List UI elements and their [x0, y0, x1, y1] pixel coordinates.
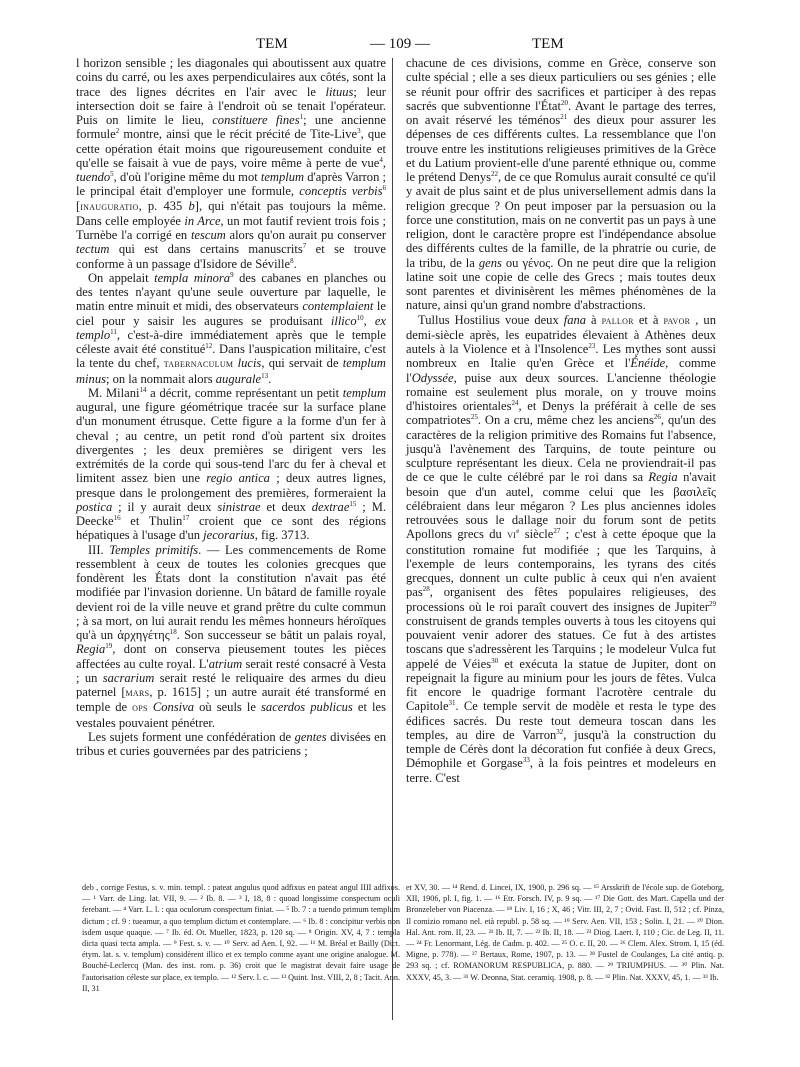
paragraph-gentes: Les sujets forment une confédération de gentes divisées en tribus et curies gouvernées par des patriciens ;	[76, 729, 386, 758]
right-column	[406, 56, 716, 785]
header-right-title: TEM	[532, 36, 564, 52]
paragraph-divisions: chacune de ces divisions, comme en Grèce, conserve son culte spécial ; elle a ses dieux particuliers ou ses génies ; elle se réunit pour offrir des sacrifices et participer à des repas sacrés que subventionne l'État$^{20}$. Avant le partage des terres, on avait réservé les téménos$^{21}$ des dieux pour assurer les dépenses de ces différents cultes. La ressemblance que l'on trouve entre les institutions religieuses primitives de la Grèce et du Latium provient-elle d'une parenté ethnique ou, comme le prétend Denys$^{22}$, de ce que Romulus aurait consulté ce qu'il y avait de plus saint et de plus universellement admis dans la religion grecque ? On peut imposer par la persuasion ou la force une constitution, mais on ne convertit pas un pays à une religion, dont le caractère propre est l'indépendance absolue des différents cultes de la famille, de la phratrie ou curie, de la tribu, de la gens ou γένος. On ne peut dire que la religion latine soit une copie de celle des Grecs ; mais toutes deux sont parentes et divinisèrent les mêmes phénomènes de la nature, ainsi qu'un grand nombre d'abstractions.	[406, 56, 717, 313]
section-title: Temples primitifs	[109, 542, 199, 557]
paragraph-horizon: l horizon sensible ; les diagonales qui aboutissent aux quatre coins du carré, ou les axes perpendiculaires aux côtés, sont la trace des lignes décrites en l'air avec le lituus; leur intersection doit se faire à l'endroit où se tenait l'opérateur. Puis on limite le lieu, constituere fines$^1$; une ancienne formule$^2$ montre, ainsi que le récit précité de Tite-Live$^3$, que cette opération était moins que rigoureusement conduite et qu'elle se faisait à vue de pays, voire même à perte de vue$^4$, tuendo$^5$, d'où l'origine même du mot templum d'après Varron ; le principal était d'employer une formule, conceptis verbis$^6$ [inauguratio, p. 435 b], qui n'était pas toujours la même. Dans celle employée in Arce, un mot fautif revient trois fois ; Turnèbe l'a corrigé en tescum alors qu'on aurait pu conserver tectum qui est dans certains manuscrits$^7$ et se trouve conforme à un passage d'Isidore de Séville$^8$.	[76, 56, 387, 271]
footnotes-left: deb , corrige Festus, s. v. min. templ. : pateat angulus quod adfixus en pateat angul IIII adfixos. — ¹ Varr. de Ling. lat. VII, 9. — ² Ib. 8. — ³ I, 18, 8 : quoad longissime conspectum oculi ferebant. — ⁴ Varr. L. l. : qua oculorum conspectum finiat. — ⁵ Ib. 7 : a tuendo primum templum dictum ; cf. 9 : tueamur, a quo templum dictum et contemplare. — ⁶ Ib. 8 : concipitur verbis non isdem usque quaque. — ⁷ Ib. éd. Ot. Mueller, 1823, p. 120 sq. — ⁸ Origin. XV, 4, 7 : templa dicta quasi tecta ampla. — ⁹ Fest. s. v. — ¹⁰ Serv. ad Aen. I, 92. — ¹¹ M. Bréal et Bailly (Dict. étym. lat. s. v. templum) considèrent illico et ex templo comme ayant une origine analogue. M. Bouché-Leclercq (Man. des inst. rom. p. 36) croit que le magistrat devait faire usage de l'autorisation céleste sur place, ex templo. — ¹² Serv. l. c. — ¹³ Quint. Inst. VIII, 2, 8 ; Tacit. Ann. II, 31	[82, 883, 400, 993]
column-divider	[392, 58, 393, 1020]
paragraph-milani: M. Milani$^{14}$ a décrit, comme représentant un petit templum augural, une figure géométrique tracée sur la surface plane d'un monument étrusque. Cette figure a la forme d'un fer à cheval ; au centre, un petit rond d'où partent six droites divergentes ; les deux premières se dirigent vers les extrémités de la corde qui sous-tend l'arc du fer à cheval et limitent assez bien une regio antica ; deux autres lignes, presque dans le prolongement des premières, formeraient la postica ; il y aurait deux sinistrae et deux dextrae$^{15}$ ; M. Deecke$^{16}$ et Thulin$^{17}$ croient que ce sont des régions hépatiques à l'usage d'un jecorarius, fig. 3713.	[76, 385, 387, 543]
page-number: — 109 —	[370, 36, 430, 52]
left-column	[76, 56, 386, 758]
footnotes-right: et XV, 30. — ¹⁴ Rend. d. Lincei, IX, 1900, p. 296 sq. — ¹⁵ Arsskrift de l'école sup. de Goteborg, XII, 1906, pl. I, fig. 1. — ¹⁶ Etr. Forsch. IV, p. 9 sq. — ¹⁷ Die Gott. des Mart. Capella und der Bronzeleber von Piacenza. — ¹⁸ Liv. I, 16 ; X, 46 ; Vitr. III, 2, 7 ; Ovid. Fast. II, 512 ; cf. Pinza, Il comizio romano nel. età republ. p. 58 sq. — ¹⁹ Serv. Aen. VII, 153 ; Solin. I, 21. — ²⁰ Dion. Hal. Ant. rom. II, 23. — ²¹ Ib. II, 7. — ²² Ib. II, 18. — ²³ Diog. Laert. I, 110 ; Cic. de Leg. II, 11. — ²⁴ Fr. Lenormant, Lég. de Cadm. p. 402. — ²⁵ O. c. II, 20. — ²⁶ Clem. Alex. Strom. I, 15 (éd. Migne, p. 778). — ²⁷ Bertaux, Rome, 1907, p. 13. — ²⁸ Fustel de Coulanges, La cité antiq. p. 293 sq. ; cf. ROMANORUM RESPUBLICA, p. 880. — ²⁹ TRIUMPHUS. — ³⁰ Plin. Nat. XXXV, 45, 3. — ³¹ W. Deonna, Stat. ceramiq. 1908, p. 8. — ³² Plin. Nat. XXXV, 45, 1. — ³³ Ib.	[406, 883, 724, 982]
section-temples-primitifs: III. Temples primitifs. — Les commencements de Rome ressemblent à ceux de toutes les colonies grecques que fondèrent les États dont la constitution n'avait pas été modifiée par l'invasion dorienne. Un bâtard de famille royale devient roi de la ville neuve et grand prêtre du culte commun ; à sa mort, on lui aurait rendu les mêmes honneurs héroïques qu'à un ἀρχηγέτης$^{18}$. Son successeur se bâtit un palais royal, Regia$^{19}$, dont on conserva pieusement toutes les pièces affectées au culte royal. L'atrium serait resté consacré à Vesta ; un sacrarium serait resté le reliquaire des armes du dieu paternel [mars, p. 1615] ; un autre aurait été transformé en temple de ops Consiva où seuls le sacerdos publicus et les vestales pouvaient pénétrer.	[76, 542, 387, 730]
cross-reference: mars	[125, 687, 150, 699]
paragraph-templa-minora: On appelait templa minora$^9$ des cabanes en planches ou des tentes n'ayant qu'une seule ouverture par laquelle, le matin entre minuit et midi, des observateurs contemplaient le ciel pour y saisir les augures se produisant illico$^{10}$, ex templo$^{11}$, c'est-à-dire immédiatement après que le temple céleste avait été constitué$^{12}$. Dans l'auspication militaire, c'est la tente du chef, tabernaculum lucis, qui servait de templum minus; on la nommait alors augurale$^{13}$.	[76, 270, 386, 386]
cross-reference: inauguratio	[80, 200, 139, 213]
paragraph-tullus-hostilius: Tullus Hostilius voue deux fana à pallor et à pavor , un demi-siècle après, les eupatrides élevaient à Athènes deux autels à la Violence et à l'Insolence$^{23}$. Les mythes sont aussi nombreux en Italie qu'en Grèce et l'Énéide, comme l'Odyssée, puise aux deux sources. L'ancienne théologie romaine est seulement plus morale, on y trouve moins d'histoires orientales$^{24}$, et Denys la préférait à celle de ses compatriotes$^{25}$. On a cru, même chez les anciens$^{26}$, qu'un des caractères de la religion primitive des Romains fut l'absence, jusqu'à l'avènement des Tarquins, de toute peinture ou sculpture représentant les dieux. Cela ne proviendrait-il pas de ce que le culte célébré par le roi dans sa Regia n'avait besoin que d'un autel, comme celui que les βασιλεῖς célébraient dans leur mégaron ? Les plus anciennes idoles retrouvées sous le dallage noir du forum sont de petits Apollons grecs du $vi^e$ siècle$^{27}$ ; c'est à cette époque que la constitution romaine fut modifiée ; que les Tarquins, à l'exemple de leurs contemporains, les tyrans des cités grecques, donnent un culte public à ceux qui n'en avaient pas$^{28}$, organisent des fêtes populaires religieuses, des processions où le roi paraît couvert des insignes de Jupiter$^{29}$ construisent de grands temples ouverts à tous les citoyens qui pouvaient venir adorer des statues. Ce fut à des artistes toscans que s'adressèrent les Tarquins ; le modeleur Vulca fut appelé de Véies$^{30}$ et exécuta la statue de Jupiter, dont on repeignait la figure au minium pour les jours de fêtes. Vulca fit encore le quadrige formant l'acrotère centrale du Capitole$^{31}$. Ce temple servit de modèle et resta le type des édifices sacrés. Du reste tout demeura toscan dans les temples, au dire de Varron$^{32}$, jusqu'à la construction du temple de Cérès dont la décoration fut confiée à deux Grecs, Démophile et Gorgase$^{33}$, à la fois peintres et modeleurs en terre. C'est	[406, 312, 717, 785]
header-left-title: TEM	[256, 36, 288, 52]
running-header	[0, 36, 800, 56]
